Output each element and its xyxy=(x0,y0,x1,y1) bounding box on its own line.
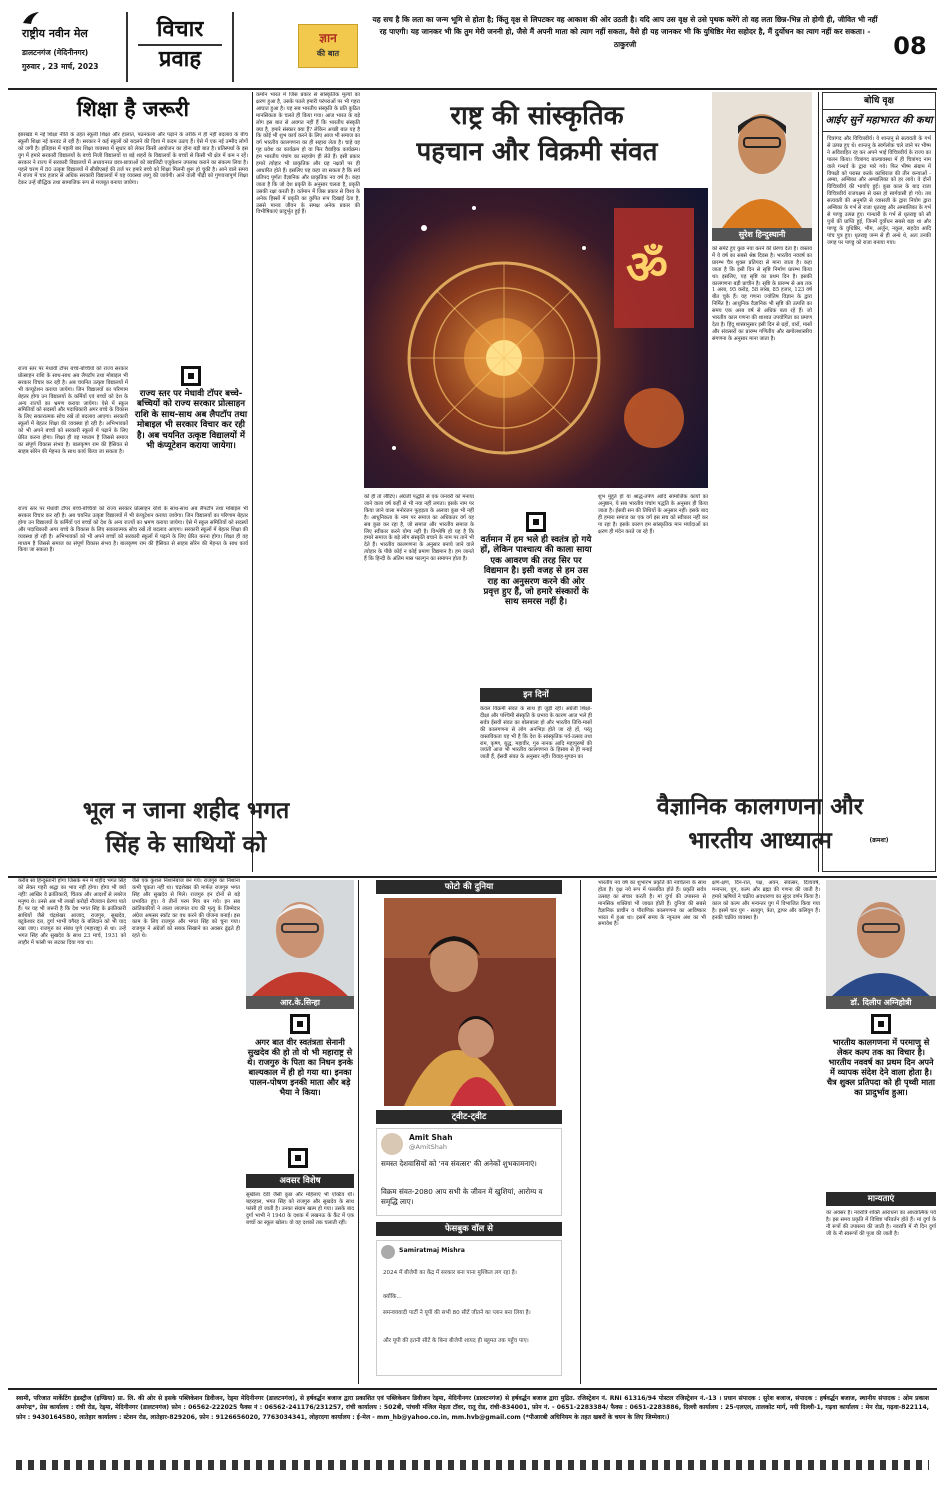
fb-line4: और यूपी की इतनी सीटें के बिना बीजेपी शायद ही बहुमत तक पहुँच पाए। xyxy=(383,1338,529,1344)
column-rule xyxy=(580,880,581,1384)
masthead-rule xyxy=(8,88,937,90)
quote-mark-icon xyxy=(288,1148,308,1168)
section-name-box xyxy=(126,12,234,82)
tweet-line1: समस्त देशवासियों को 'नव संवत्सर' की अनेकों शुभकामनाएं। xyxy=(381,1159,537,1168)
tweet-avatar xyxy=(381,1133,403,1155)
photo-section-label: फोटो की दुनिया xyxy=(376,880,562,894)
author-name-dilip: डॉ. दिलीप अग्निहोत्री xyxy=(826,996,936,1009)
fb-line1: 2024 में बीजेपी का केंद्र में सरकार बना पाना मुश्किल लग रहा है। xyxy=(383,1270,517,1276)
article-culture-col4: शुभ मुहूर्त हो या श्राद्ध-तर्पण आदि सामाजिक कार्यों का अनुष्ठान, ये सब भारतीय पंचांग पद्धति के अनुसार ही किया जाता है। ईसवी सन की तिथियों के अनुसार नहीं। इसके बाद ही हमारा समाज का एक वर्ग इस सच को स्वीकार नहीं कर पा रहा है। इसके कारण हम सांस्कृतिक मान मर्यादाओं का क्षरण ही मंदेन करते जा रहे हैं। xyxy=(598,494,708,535)
gyan-box xyxy=(298,24,358,68)
article-education-col1-left: राज्य स्तर पर मेधावी टॉपर बच्चे-बच्चियों को राज्य सरकार प्रोत्साहन राशि के साथ-साथ अब लैपटॉप तथा मोबाइल भी सरकार विचार कर रही है। अब चयनित उत्कृष्ट विद्यालयों में भी कंप्यूटेशन कराया जायेगा। जिन विद्यालयों का परिणाम बेहतर होगा उन विद्यालयों के कर्मियों एवं बच्चों को देश के अन्य राज्यों का भ्रमण कराया जायेगा। ऐसे में स्कूल समितियों को सदस्यों और पदाधिकारी अगर बच्चे के विकास के लिए सकारात्मक सोच रखें तो बदलाव आएगा। सरकारी स्कूलों में बेहतर शिक्षा की व्यवस्था हो रही है। अभिभावकों को भी अपने बच्चों को सरकारी स्कूलों में पढ़ाने के लिए प्रेरित करना होगा। शिक्षा ही वह माध्यम है जिससे समाज का संपूर्ण विकास संभव है। बालकृष्ण राम की हैसियत से साहब सोरेन की मेहनत के साथ कार्य किया जा सकता है। xyxy=(18,366,128,455)
in-dino-label: इन दिनों xyxy=(480,688,592,702)
article-bhagat-singh-col1: करीब सा हिन्दुस्तानी होगा जिसके मन में शहीद भगत सिंह को लेकर गहरी श्रद्धा का भाव नहीं होगा। होगा भी क्यों नहीं! आखिर वे क्रांतिकारी, चिंतक और आदर्शों से लबरेज मनुष्य थे। उनसे अब भी लाखों करोड़ों नौजवान प्रेरणा पाते हैं। पर यह भी जरूरी है कि देश भगत सिंह के क्रांतिकारी साथियों जैसे चंद्रशेखर आजाद, राजगुरु, सुखदेव, बटुकेश्वर दत्त, दुर्गा भाभी वगैरह के बलिदान को भी याद रखा जाए। राजगुरु का संबंध पुणे (महाराष्ट्र) से था। उन्हें भगत सिंह और सुखदेव के साथ 23 मार्च, 1931 को लाहौर में फांसी पर लटका दिया गया था। xyxy=(18,878,126,947)
article-culture-title-line1: राष्ट्र की सांस्कृतिक xyxy=(450,101,624,131)
gyan-title: ज्ञान xyxy=(319,31,337,45)
bodh-vriksh-header: बोधि वृक्ष xyxy=(823,93,935,110)
column-rule xyxy=(358,880,359,1384)
registration-strip xyxy=(16,1460,929,1470)
tweet-line2: विक्रम संवत-2080 आप सभी के जीवन में खुशियां, आरोग्य व समृद्धि लाए। xyxy=(381,1187,543,1206)
article-education xyxy=(18,92,248,872)
article-culture-col3: केवल विक्रमी संवत के साथ ही जुड़ी रही। अंग्रेजी शिक्षा-दीक्षा और पश्चिमी संस्कृति के प्रभाव के कारण आज भले ही सर्वत्र ईसवी संवत का बोलबाला हो और भारतीय तिथि-मासों की कालगणना से लोग अनभिज्ञ होते जा रहे हों, परंतु वास्तविकता यह भी है कि देश के सांस्कृतिक पर्व-उत्सव तथा राम, कृष्ण, बुद्ध, महावीर, गुरु नानक आदि महापुरुषों की जयंती आज भी भारतीय कालगणना के हिसाब से ही मनाई जाती हैं, ईसवी संवत के अनुसार नहीं। विवाह-मुण्डन का xyxy=(480,706,592,761)
fb-author: Samiratmaj Mishra xyxy=(399,1247,465,1254)
bodh-vriksh-column xyxy=(822,92,936,872)
article-culture xyxy=(256,92,816,872)
facebook-card xyxy=(376,1240,562,1376)
quote-mark-icon xyxy=(181,366,201,386)
masthead-quote: यह सच है कि लता का जन्म भूमि से होता है; किंतु वृक्ष से लिपटकर वह आकाश की ओर उठती है। यदि आप उस वृक्ष से उसे पृथक करेंगे तो वह लता छिन्न-भिन्न तो होगी ही, जीवित भी नहीं रह पाएगी। यह जानकर भी कि तुम मेरी जननी हो, जैसे मैं अपनी माता को त्याग नहीं सकता, वैसे ही यह जानकर भी कि युधिष्ठिर मेरा सहोदर है, मैं दुर्योधन का त्याग नहीं कर सकता। - ठाकुरजी xyxy=(372,15,878,49)
pull-quote-bhagat-singh-text: अगर बात वीर स्वतंत्रता सेनानी सुखदेव की हो तो वो भी महाराष्ट्र से थे। राजगुरु के पिता का निधन इनके बाल्यकाल में ही हो गया था। इनका पालन-पोषण इनकी माता और बड़े भैया ने किया। xyxy=(247,1037,353,1097)
gyan-sub: की बात xyxy=(316,49,340,58)
column-rule xyxy=(252,92,253,872)
manyata-label: मान्यताएं xyxy=(826,1192,936,1206)
article-science-col3: का अवसर है। नवरात्रि शक्ति आराधना का आध्यात्मिक पर्व है। इस समय प्रकृति में विशिष्ट परिवर्तन होते हैं। मां दुर्गा के नौ रूपों की उपासना की जाती है। नवरात्रि में नौ दिन दुर्गा जी के नौ स्वरूपों की पूजा की जाती है। xyxy=(826,1210,936,1237)
fb-line3: समन्वयवादी पार्टी ने यूपी की सभी 80 सीटें जीतने का प्लान बना लिया है। xyxy=(383,1310,531,1316)
pull-quote-bhagat-singh-mark xyxy=(288,1148,308,1171)
column-rule xyxy=(818,92,819,872)
masthead xyxy=(8,8,937,86)
author-photo-suresh xyxy=(712,92,812,228)
article-culture-col-right: को समेटे हुए कुछ नया करने की प्रेरणा देता है। वास्तव में ये वर्ष का सबसे श्रेष्ठ दिवस है। भारतीय नववर्ष का प्रारम्भ चैत्र शुक्ल प्रतिपदा से माना जाता है। कहा जाता है कि इसी दिन से सृष्टि निर्माण प्रारम्भ किया था। इसलिए, यह सृष्टि का प्रथम दिन है। इसकी कालगणना बड़ी प्राचीन है। सृष्टि के प्रारम्भ से अब तक 1 अरब, 95 करोड़, 58 लाख, 85 हजार, 123 वर्ष बीत चुके हैं। यह गणना ज्योतिष विज्ञान के द्वारा निर्मित है। आधुनिक वैज्ञानिक भी सृष्टि की उत्पत्ति का समय एक अरब वर्ष से अधिक बता रहे हैं। जो भारतीय काल गणना की शाश्वत उपयोगिता का प्रमाण देता है। हिंदू शास्त्रानुसार इसी दिन से ग्रहों, वारों, मासों और संवत्सरों का प्रारम्भ गणितीय और खगोलशास्त्रीय संगणना के अनुसार माना जाता है। xyxy=(712,246,812,342)
featured-photo xyxy=(384,898,556,1106)
article-science-col1: भारतीय नव वर्ष का शुभारंभ प्रकृति की नवचेतना के साथ होता है। वृक्ष नये रूप में पल्लवित होते हैं। प्रकृति सर्वत्र उत्साह का संचार करती है। मां दुर्गा की उपासना से मानसिक शक्तियां भी जाग्रत होती हैं। दुनिया की सबसे वैज्ञानिक प्राचीन व पौराणिक कालगणना का आविष्कार भारत में हुआ था। इसमें समय के न्यूनतम अंश का भी समावेश है। xyxy=(598,880,706,928)
author-name-rk-sinha: आर.के.सिन्हा xyxy=(246,996,354,1009)
article-science-title-line1: वैज्ञानिक कालगणना और xyxy=(656,794,864,820)
paper-date: गुरुवार , 23 मार्च, 2023 xyxy=(22,62,99,71)
footer-rule xyxy=(8,1388,937,1390)
quote-mark-icon xyxy=(526,512,546,532)
article-education-col2: राज्य स्तर पर मेधावी टॉपर बच्चे-बच्चियों को राज्य सरकार प्रोत्साहन राशि के साथ-साथ अब लैपटॉप तथा मोबाइल भी सरकार विचार कर रही है। अब चयनित उत्कृष्ट विद्यालयों में भी कंप्यूटेशन कराया जायेगा। जिन विद्यालयों का परिणाम बेहतर होगा उन विद्यालयों के कर्मियों एवं बच्चों को देश के अन्य राज्यों का भ्रमण कराया जायेगा। ऐसे में स्कूल समितियों को सदस्यों और पदाधिकारी अगर बच्चे के विकास के लिए सकारात्मक सोच रखें तो बदलाव आएगा। सरकारी स्कूलों में बेहतर शिक्षा की व्यवस्था हो रही है। अभिभावकों को भी अपने बच्चों को सरकारी स्कूलों में पढ़ाने के लिए प्रेरित करना होगा। शिक्षा ही वह माध्यम है जिससे समाज का संपूर्ण विकास संभव है। बालकृष्ण राम की हैसियत से साहब सोरेन की मेहनत के साथ कार्य किया जा सकता है। xyxy=(18,506,248,554)
tweet-author: Amit Shah xyxy=(409,1133,453,1142)
article-science-title xyxy=(584,790,936,858)
article-culture-col-mid: को ही तो लौटिए। अंग्रेजी पद्धति से एक जनवरी को मनाया जाने वाला वर्ष कहीं से भी नया नहीं लगता। इसके नाम पर किया जाने वाला मनोरंजन फूहड़ता के अलावा कुछ भी नहीं है। आधुनिकता के नाम पर समाज का अधिकतर वर्ग यह सब कुछ कर रहा है, जो समाज और भारतीय समाज के लिए स्वीकार करने योग्य नहीं है। विश्लेषि हो यह है कि हमारे समाज के बड़े लोग संस्कृति बचाने के नाम पर ताने भी देते हैं। भारतीय कालगणना के अनुसार बनाये जाने वाले त्योहार के पीछे कोई न कोई प्रमाण विद्यमान है। हम जानते हैं कि हिन्दी के अंतिम मास फाल्गुन का समापन होता है। xyxy=(364,494,474,563)
article-bhagat-singh-title-line1: भूल न जाना शहीद भगत xyxy=(82,798,290,824)
pull-quote-education xyxy=(134,366,248,506)
author-name-suresh: सुरेश हिन्दुस्थानी xyxy=(712,228,812,241)
bodh-vriksh-text: चित्रांगद और विचित्रवीर्य। ये शान्तनु से सत्यवती के गर्भ से उत्पन्न हुए थे। शान्तनु के स्वर्गलोक चले जाने पर भीष्म ने अविवाहित रह कर अपने भाई विचित्रवीर्य के राज्य का पालन किया। चित्रांगद बाल्यावस्था में ही चित्रांगद नाम वाले गन्धर्व के द्वारा मारे गये। फिर भीष्म संग्राम में विपक्षी को परास्त करके काशिराज की तीन कन्याओं - अम्बा, अम्बिका और अम्बालिका को हर लाये। वे दोनों विचित्रवीर्य की भार्याएं हुईं। कुछ काल के बाद राजा विचित्रवीर्य राजयक्ष्मा से ग्रस्त हो स्वर्गवासी हो गये। तब सत्यवती की अनुमति से व्यासजी के द्वारा नियोग द्वारा अम्बिका के गर्भ से राजा धृतराष्ट्र और अम्बालिका के गर्भ से पाण्डु उत्पन्न हुए। गान्धारी के गर्भ से धृतराष्ट्र को सौ पुत्रों की प्राप्ति हुई, जिनमें दुर्योधन सबसे बड़ा था और पाण्डु के युधिष्ठिर, भीम, अर्जुन, नकुल, सहदेव आदि पांच पुत्र हुए। धृतराष्ट्र जन्म से ही अन्धे थे, अतः उनकी जगह पर पाण्डु को राजा बनाया गया। xyxy=(827,136,931,246)
pull-quote-science xyxy=(826,1014,936,1164)
tweet-handle: @AmitShah xyxy=(409,1143,447,1151)
quote-mark-icon xyxy=(290,1014,310,1034)
paper-location: डालटनगंज (मेदिनीनगर) xyxy=(22,48,89,57)
bodh-vriksh-title: आईए सुनें महाभारत की कथा xyxy=(823,110,935,132)
svg-text:ॐ: ॐ xyxy=(626,240,668,294)
article-education-title: शिक्षा है जरूरी xyxy=(77,97,189,121)
author-photo-dilip xyxy=(826,880,936,996)
pull-quote-culture xyxy=(480,512,592,662)
paper-logo-icon xyxy=(22,10,40,24)
pull-quote-bhagat-singh xyxy=(246,1014,354,1134)
avsar-label: अवसर विशेष xyxy=(246,1174,354,1188)
pull-quote-science-text: भारतीय कालगणना में परमाणु से लेकर कल्प तक का विचार है। भारतीय नववर्ष का प्रथम दिन अपने में व्यापक संदेश देने वाला होता है। चैत्र शुक्ल प्रतिपदा को ही पृथ्वी माता का प्रादुर्भाव हुआ। xyxy=(826,1037,936,1097)
bodh-vriksh-continued: (क्रमशः) xyxy=(869,837,889,844)
quote-mark-icon xyxy=(871,1014,891,1034)
article-education-col1: झारखंड में नई शिक्षा नीति के तहत स्कूली शिक्षा और हालात, पठनकला और पढ़ाने के तरीके में ही नहीं बदलाव के बीच स्कूली शिक्षा नई करवट ले रही है। सरकार ने कई स्कूलों को बदलने की दिशा में कदम उठाए हैं। ऐसे में एक नई उम्मीद लोगों को जगी है। इतिहास में पहली बार शिक्षा व्यवस्था में सुधार को लेकर किसी आयोजन का होना बड़ी बात है। प्रतिस्पर्धा के इस युग में हमारे सरकारी विद्यालयों के बच्चे निजी विद्यालयों या बड़े शहरों के विद्यालयों के बच्चों से किसी भी क्षेत्र में कम न रहें। सरकार ने राज्य में सरकारी विद्यालयों में अध्ययनरत छात्र-छात्राओं को क्वालिटी एजुकेशन उपलब्ध कराने का संकल्प लिया है। पहले चरण में 80 उत्कृष्ट विद्यालयों में सीबीएसई की तर्ज पर हमारे बच्चे को शिक्षा मिलनी शुरू हो चुकी है। आने वाले समय में राज्य में चार हजार से अधिक सरकारी विद्यालयों में यह व्यवस्था लागू की जायेगी। आने वाली पीढ़ी को गुणवत्तापूर्ण शिक्षा देकर उन्हें बौद्धिक तथा सामाजिक रूप से मजबूत बनाया जायेगा। xyxy=(18,132,248,187)
fb-avatar xyxy=(381,1245,395,1259)
article-bhagat-singh-col2: जैसे एक कुशल निशानेबाज बन गये। राजगुरु का निशाना कभी चूकता नहीं था। चंद्रशेखर की मार्फत राजगुरु भगत सिंह और सुखदेव से मिले। राजगुरु इन दोनों से बड़े प्रभावित हुए। ये तीनों परम मित्र बन गये। इन सब क्रांतिकारियों ने लाला लाजपत राय की मृत्यु के जिम्मेदार अंग्रेज अफसर स्कॉट का वध करने की योजना बनाई। इस काम के लिए राजगुरु और भगत सिंह को चुना गया। राजगुरु ने अंग्रेजों को सबक सिखाने का अवसर ढूंढ़ते ही रहते थे। xyxy=(132,878,240,940)
article-culture-col-left: कर्मान भारत में जिस प्रकार से सांस्कृतिक मूल्यों का क्षरण हुआ है, उसके पतले हमारी परंपराओं पर भी गहरा आघात हुआ है। यह सब भारतीय संस्कृति के प्रति कुठित मानसिकता के चलते ही किया गया। आज भारत के बड़े लोग इस बात से अवगत नहीं हैं कि भारतीय संस्कृति क्या है, हमारे संस्कार क्या हैं? लेकिन अच्छी बात यह है कि कोई भी शुभ कार्य करने के लिए आज भी समाज का वर्ग भारतीय कालगणना का ही सहारा लेता है। चाहे वह गृह प्रवेश का कार्यक्रम हो या फिर वैवाहिक कार्यक्रम। हम भारतीय पंचांग का सहयोग ही लेते हैं। इसी प्रकार हमारे त्योहार भी प्राकृतिक और ग्रह नक्षत्रों पर ही आधारित होते हैं। इसलिए यह कहा जा सकता है कि सर्व प्रतिपद पूर्णतः वैज्ञानिक और प्राकृतिक नव वर्ष है। कहा जाता है कि जो देश प्रकृति के अनुसार चलता है, प्रकृति उसकी रक्षा करती है। वर्तमान में जिस प्रकार से विश्व के अनेक हिस्सों में प्रकृति का कुपित रूप दिखाई देता है, उससे मानव जीवन के समक्ष अनेक प्रकार की विभीषिकाएं प्रादुर्भूत हुई हैं। xyxy=(256,92,360,216)
section-name-top: विचार xyxy=(156,17,204,42)
article-science-title-line2: भारतीय आध्यात्म xyxy=(688,828,832,854)
tweet-section-label: ट्वीट-ट्वीट xyxy=(376,1110,562,1124)
article-bhagat-singh-col3: सुखीला देवी जैसी कुछ और महिलाएं भी एक्टिव थीं। बहरहाल, भगत सिंह को राजगुरु और सुखदेव के साथ फांसी हो जाती है। उनका संग्राम खत्म हो गया। उसके बाद दुर्गा भाभी ने 1940 के दशक में लखनऊ के कैंट में एक बच्चों का स्कूल खोला। वो वह दशकों तक चलाती रहीं। xyxy=(246,1192,354,1226)
page-number: 08 xyxy=(893,32,927,60)
paper-name: राष्ट्रीय नवीन मेल xyxy=(22,27,88,40)
tweet-card xyxy=(376,1128,562,1216)
article-science-col2: क्षण-क्षण, दिन-रात, पक्ष, अयन, संवत्सर, दिव्यवर्ष, मन्वन्तर, युग, कल्प और ब्रह्मा की गणना की जाती है। हमारे ऋषियों ने चक्रीय अवधारणा का सुंदर वर्णन किया है। काल को कल्प और मन्वन्तर युग में विभाजित किया गया है। इसमें चार युग - सतयुग, त्रेता, द्वापर और कलियुग हैं। इनकी चक्रीय व्यवस्था है। xyxy=(712,880,820,921)
article-bhagat-singh-title xyxy=(18,784,354,862)
footer-imprint: स्वामी, परिजात मार्केटिंग इंडस्ट्रीज (इण्डिया) प्रा. लि. की ओर से इसके पब्लिकेशन डिवीजन, रेड्मा मेदिनीनगर (डालटनगंज), से हर्षवर्द्धन बजाज द्वारा प्रकाशित एवं पब्लिकेशन डिवीजन रेड्मा, मेदिनीनगर (डालटनगंज) से हर्षवर्द्धन बजाज द्वारा मुद्रित. रजिस्ट्रेशन नं. RNI 61316/94 पोस्टल रजिस्ट्रेशन नं.-13 । प्रधान संपादक : सुरेश बजाज, संपादक : हर्षवर्द्धन बजाज, स्थानीय संपादक : ओम प्रकाश अमरेन्द्र*, प्रेस कार्यालय : रांची रोड, रेड्मा, मेदिनीनगर (डालटनगंज) फ़ोन : 06562-222025 फैक्स नं : 06562-241176/231257, रांची कार्यालय : 502बी, पांचवी मंजिल मेहता टॉवर, रातू रोड, रांची-834001, फ़ोन नं. - 0651-2283384/ फैक्स : 0651-2283886, दिल्ली कार्यालय : 25-एलएल, तालकोट मार्ग, नयी दिल्ली-1, गढ़वा कार्यालय : मेन रोड, गढ़वा-822114, फ़ोन : 9430164580, लातेहार कार्यालय : स्टेशन रोड, लातेहार-829206, फ़ोन : 9126656020, 7763034341, लोहरदगा कार्यालय : ई-मेल - mm_hb@yahoo.co.in, mm.hvb@gmail.com (*पीआरबी अधिनियम के तहत खबरों के चयन के लिए जिम्मेवार।) xyxy=(16,1395,929,1421)
section-name-bottom: प्रवाह xyxy=(138,44,222,74)
author-photo-rk-sinha xyxy=(246,880,354,996)
article-culture-title-line2: पहचान और विक्रमी संवत xyxy=(416,137,658,167)
article-culture-title xyxy=(368,98,706,170)
pull-quote-culture-text: वर्तमान में हम भले ही स्वतंत्र हो गये हों, लेकिन पाश्चात्य की काला साया एक आवरण की तरह सिर पर विद्यमान है। इसी वजह से हम उस राह का अनुसरण करने की ओर प्रवृत्त हुए हैं, जो हमारे संस्कारों के साथ समरस नहीं है। xyxy=(480,535,592,608)
fb-line2: क्योंकि... xyxy=(383,1294,402,1300)
article-bhagat-singh-title-line2: सिंह के साथियों को xyxy=(105,832,267,858)
cosmic-clock-image xyxy=(364,188,708,488)
pull-quote-education-text: राज्य स्तर पर मेधावी टॉपर बच्चे-बच्चियों को राज्य सरकार प्रोत्साहन राशि के साथ-साथ अब लैपटॉप तथा मोबाइल भी सरकार विचार कर रही है। अब चयनित उत्कृष्ट विद्यालयों में भी कंप्यूटेशन कराया जायेगा। xyxy=(134,389,248,452)
facebook-section-label: फेसबुक वॉल से xyxy=(376,1222,562,1236)
